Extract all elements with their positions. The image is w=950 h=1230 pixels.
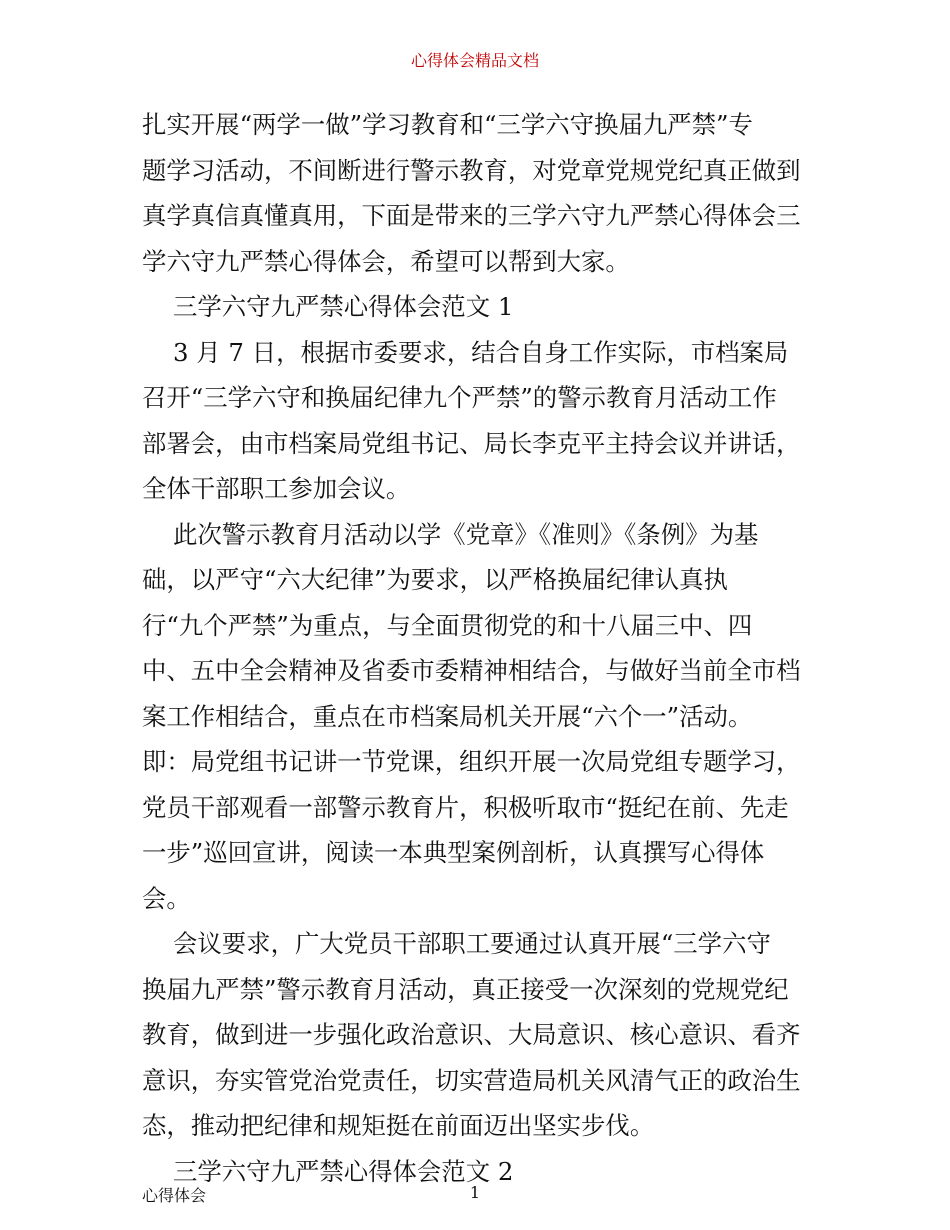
text-line: 三学六守九严禁心得体会范文 2 [142,1156,514,1186]
text-line: 会。 [142,883,191,913]
text-line: 题学习活动，不间断进行警示教育，对党章党规党纪真正做到 [142,155,801,185]
text-line: 3 月 7 日，根据市委要求，结合自身工作实际，市档案局 [142,337,789,367]
text-line: 态，推动把纪律和规矩挺在前面迈出坚实步伐。 [142,1111,655,1140]
text-line: 行“九个严禁”为重点，与全面贯彻党的和十八届三中、四 [142,610,753,640]
text-line: 此次警示教育月活动以学《党章》《准则》《条例》为基 [142,519,759,549]
text-line: 案工作相结合，重点在市档案局机关开展“六个一”活动。 [142,701,753,731]
text-line: 换届九严禁”警示教育月活动，真正接受一次深刻的党规党纪 [142,974,789,1004]
page-header-title: 心得体会精品文档 [410,51,539,70]
text-line: 即：局党组书记讲一节党课，组织开展一次局党组专题学习， [142,747,801,776]
page-footer-label: 心得体会 [142,1186,207,1205]
page-number: 1 [469,1183,481,1202]
text-line: 扎实开展“两学一做”学习教育和“三学六守换届九严禁”专 [142,110,753,139]
text-line: 教育，做到进一步强化政治意识、大局意识、核心意识、看齐 [142,1020,801,1049]
text-line: 础，以严守“六大纪律”为要求，以严格换届纪律认真执 [142,565,728,594]
text-line: 全体干部职工参加会议。 [142,474,411,503]
text-line: 三学六守九严禁心得体会范文 1 [142,292,514,321]
text-line: 党员干部观看一部警示教育片，积极听取市“挺纪在前、先走 [142,792,789,822]
text-line: 意识，夯实管党治党责任，切实营造局机关风清气正的政治生 [142,1065,801,1095]
text-line: 一步”巡回宣讲，阅读一本典型案例剖析，认真撰写心得体 [142,838,765,867]
text-line: 学六守九严禁心得体会，希望可以帮到大家。 [142,246,630,276]
text-line: 中、五中全会精神及省委市委精神相结合，与做好当前全市档 [142,656,801,685]
text-line: 会议要求，广大党员干部职工要通过认真开展“三学六守 [142,929,771,958]
text-line: 真学真信真懂真用，下面是带来的三学六守九严禁心得体会三 [142,201,801,230]
text-line: 召开“三学六守和换届纪律九个严禁”的警示教育月活动工作 [142,383,777,412]
text-line: 部署会，由市档案局党组书记、局长李克平主持会议并讲话， [142,428,801,458]
document-body [142,102,832,1194]
